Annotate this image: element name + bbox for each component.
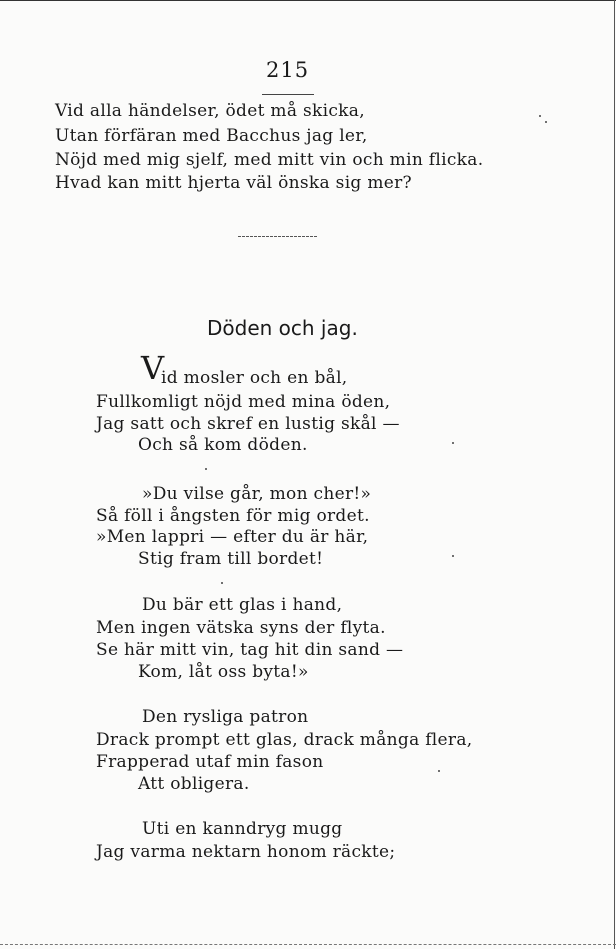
stanza-3-line-2: Men ingen vätska syns der flyta. bbox=[96, 618, 386, 638]
print-speck bbox=[539, 115, 541, 117]
stanza-2-line-1: »Du vilse går, mon cher!» bbox=[142, 484, 372, 504]
page-number: 215 bbox=[266, 58, 310, 82]
print-speck bbox=[221, 582, 223, 584]
intro-line-1: Vid alla händelser, ödet må skicka, bbox=[55, 101, 365, 121]
print-speck bbox=[545, 121, 547, 123]
intro-line-4: Hvad kan mitt hjerta väl önska sig mer? bbox=[55, 173, 412, 193]
stanza-3-line-3: Se här mitt vin, tag hit din sand — bbox=[96, 640, 404, 660]
stanza-2-line-4: Stig fram till bordet! bbox=[138, 549, 324, 569]
page-border-right bbox=[614, 0, 615, 949]
stanza-1-line-3: Jag satt och skref en lustig skål — bbox=[96, 414, 400, 434]
stanza-2-line-2: Så föll i ångsten för mig ordet. bbox=[96, 506, 370, 526]
stanza-5-line-2: Jag varma nektarn honom räckte; bbox=[96, 842, 396, 862]
stanza-2-line-3: »Men lappri — efter du är här, bbox=[96, 527, 369, 547]
stanza-1-line-2: Fullkomligt nöjd med mina öden, bbox=[96, 392, 391, 412]
print-speck bbox=[452, 555, 454, 557]
intro-line-3: Nöjd med mig sjelf, med mitt vin och min flicka. bbox=[55, 150, 484, 170]
page-border-bottom bbox=[0, 944, 616, 946]
print-speck bbox=[452, 442, 454, 444]
poem-title: Döden och jag. bbox=[207, 316, 358, 340]
stanza-5-line-1: Uti en kanndryg mugg bbox=[142, 819, 343, 839]
section-divider bbox=[238, 236, 318, 237]
drop-cap: V bbox=[141, 349, 165, 387]
page-border-top bbox=[0, 0, 616, 1]
stanza-4-line-4: Att obligera. bbox=[138, 774, 250, 794]
page-number-rule bbox=[262, 94, 314, 95]
stanza-4-line-2: Drack prompt ett glas, drack många flera, bbox=[96, 730, 473, 750]
print-speck bbox=[205, 468, 207, 470]
stanza-3-line-1: Du bär ett glas i hand, bbox=[142, 595, 343, 615]
stanza-3-line-4: Kom, låt oss byta!» bbox=[138, 662, 309, 682]
intro-line-2: Utan förfäran med Bacchus jag ler, bbox=[55, 126, 368, 146]
stanza-4-line-3: Frapperad utaf min fason bbox=[96, 752, 324, 772]
stanza-1-line-4: Och så kom döden. bbox=[138, 435, 308, 455]
print-speck bbox=[438, 770, 440, 772]
stanza-1-line-1: id mosler och en bål, bbox=[161, 368, 348, 388]
stanza-4-line-1: Den rysliga patron bbox=[142, 707, 309, 727]
